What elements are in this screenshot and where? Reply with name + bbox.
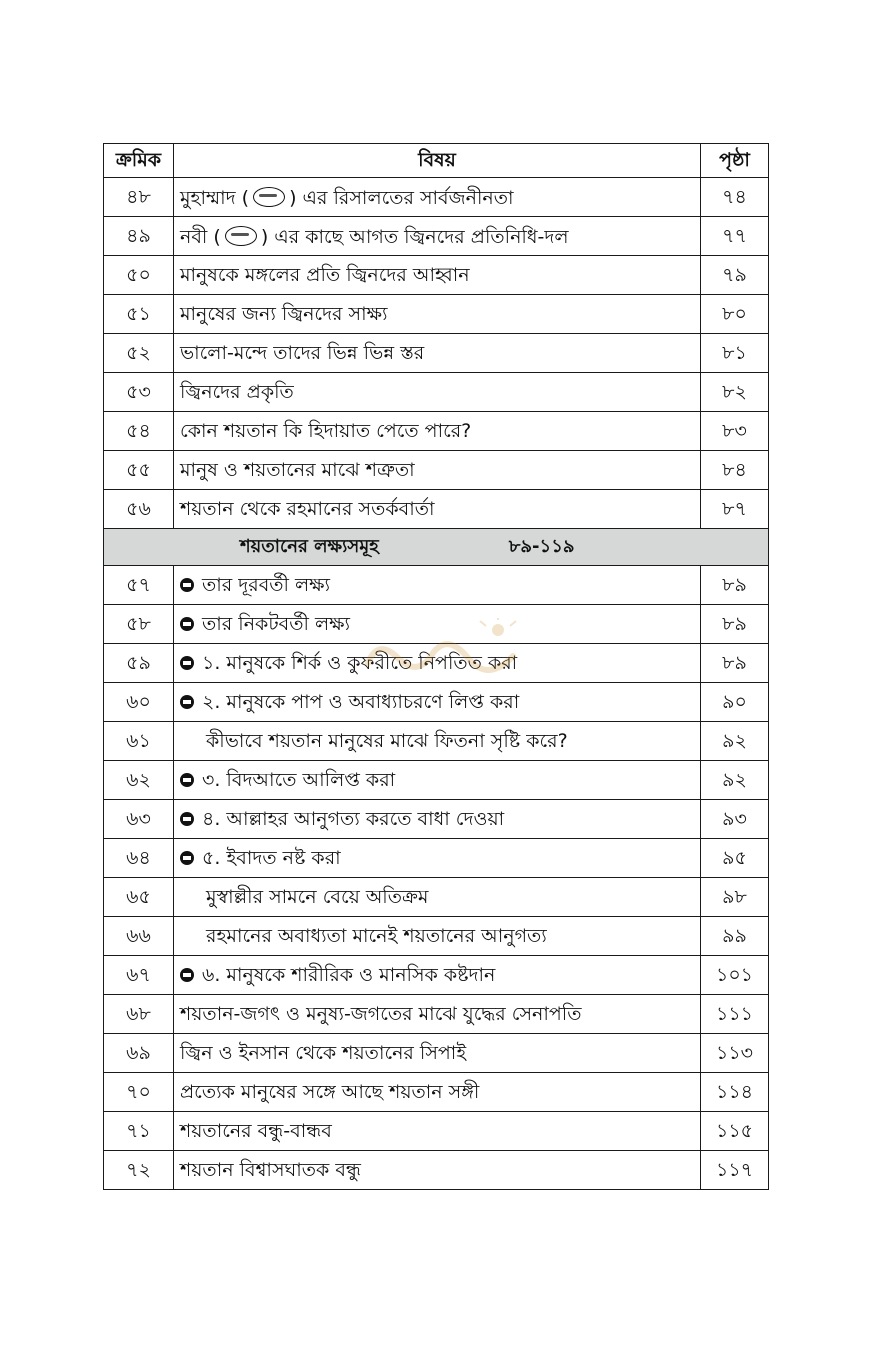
topic-cell bbox=[174, 761, 701, 800]
table-row bbox=[104, 256, 769, 295]
topic-cell bbox=[174, 1112, 701, 1151]
arrow-circle-icon bbox=[180, 812, 194, 826]
serial-cell: ৪৮ bbox=[104, 178, 174, 217]
topic-cell bbox=[174, 256, 701, 295]
topic-cell bbox=[174, 490, 701, 529]
topic-cell bbox=[174, 451, 701, 490]
page-cell: ৯৫ bbox=[701, 839, 769, 878]
arrow-circle-icon bbox=[180, 851, 194, 865]
topic-text: ভালো-মন্দে তাদের ভিন্ন ভিন্ন স্তর bbox=[180, 341, 425, 364]
page-cell: ১১৫ bbox=[701, 1112, 769, 1151]
serial-cell: ৫২ bbox=[104, 334, 174, 373]
topic-text: ) এর কাছে আগত জ্বিনদের প্রতিনিধি-দল bbox=[260, 225, 569, 248]
topic-cell bbox=[174, 295, 701, 334]
table-row bbox=[104, 178, 769, 217]
topic-text: মুহাম্মাদ ( bbox=[180, 186, 250, 209]
serial-cell: ৫১ bbox=[104, 295, 174, 334]
serial-cell: ৬৭ bbox=[104, 956, 174, 995]
topic-cell bbox=[174, 995, 701, 1034]
page-cell: ৮০ bbox=[701, 295, 769, 334]
serial-cell: ৫৯ bbox=[104, 644, 174, 683]
serial-cell: ৪৯ bbox=[104, 217, 174, 256]
table-row bbox=[104, 917, 769, 956]
topic-cell bbox=[174, 956, 701, 995]
serial-cell: ৬৮ bbox=[104, 995, 174, 1034]
topic-cell bbox=[174, 917, 701, 956]
table-row bbox=[104, 334, 769, 373]
table-row bbox=[104, 1034, 769, 1073]
page-cell: ৮৭ bbox=[701, 490, 769, 529]
table-row bbox=[104, 566, 769, 605]
table-row bbox=[104, 839, 769, 878]
page-cell: ৮৯ bbox=[701, 566, 769, 605]
section-heading bbox=[104, 538, 768, 556]
topic-cell bbox=[174, 605, 701, 644]
table-row bbox=[104, 295, 769, 334]
topic-text: শয়তান বিশ্বাসঘাতক বন্ধু bbox=[180, 1158, 361, 1181]
serial-cell: ৬১ bbox=[104, 722, 174, 761]
contents-table bbox=[103, 143, 769, 1190]
table-row bbox=[104, 761, 769, 800]
topic-cell bbox=[174, 373, 701, 412]
table-row bbox=[104, 683, 769, 722]
table-row bbox=[104, 878, 769, 917]
serial-cell: ৬৬ bbox=[104, 917, 174, 956]
arrow-circle-icon bbox=[180, 773, 194, 787]
section-title: শয়তানের লক্ষ্যসমূহ bbox=[240, 536, 379, 557]
page-cell: ৯০ bbox=[701, 683, 769, 722]
table-row bbox=[104, 1151, 769, 1190]
arrow-circle-icon bbox=[180, 656, 194, 670]
topic-cell bbox=[174, 1151, 701, 1190]
serial-cell: ৭২ bbox=[104, 1151, 174, 1190]
topic-text: কোন শয়তান কি হিদায়াত পেতে পারে? bbox=[180, 419, 472, 442]
table-row bbox=[104, 995, 769, 1034]
topic-text: ৪. আল্লাহর আনুগত্য করতে বাধা দেওয়া bbox=[202, 807, 505, 830]
page-cell: ৯৯ bbox=[701, 917, 769, 956]
page-cell: ৯৩ bbox=[701, 800, 769, 839]
salutation-seal-icon bbox=[253, 187, 285, 207]
section-row bbox=[104, 529, 769, 566]
topic-cell bbox=[174, 1034, 701, 1073]
topic-text: তার দূরবর্তী লক্ষ্য bbox=[202, 573, 331, 596]
topic-text: জ্বিন ও ইনসান থেকে শয়তানের সিপাই bbox=[180, 1041, 467, 1064]
topic-text: নবী ( bbox=[180, 225, 221, 248]
serial-header: ক্রমিক bbox=[104, 144, 174, 178]
topic-text: মুস্বাল্লীর সামনে বেয়ে অতিক্রম bbox=[206, 885, 429, 908]
topic-cell bbox=[174, 800, 701, 839]
topic-cell bbox=[174, 644, 701, 683]
page-cell: ৭৪ bbox=[701, 178, 769, 217]
serial-cell: ৫৫ bbox=[104, 451, 174, 490]
page-cell: ৭৯ bbox=[701, 256, 769, 295]
page-cell: ৯৮ bbox=[701, 878, 769, 917]
serial-cell: ৫৮ bbox=[104, 605, 174, 644]
topic-text: শয়তান থেকে রহমানের সতর্কবার্তা bbox=[180, 497, 435, 520]
page-header: পৃষ্ঠা bbox=[701, 144, 769, 178]
arrow-circle-icon bbox=[180, 968, 194, 982]
topic-cell bbox=[174, 412, 701, 451]
serial-cell: ৫০ bbox=[104, 256, 174, 295]
topic-text: তার নিকটবর্তী লক্ষ্য bbox=[202, 612, 351, 635]
page-cell: ১১১ bbox=[701, 995, 769, 1034]
section-cell bbox=[104, 529, 769, 566]
topic-cell bbox=[174, 683, 701, 722]
table-row bbox=[104, 412, 769, 451]
table-row bbox=[104, 605, 769, 644]
topic-text: জ্বিনদের প্রকৃতি bbox=[180, 380, 294, 403]
page-cell: ৮৪ bbox=[701, 451, 769, 490]
table-row bbox=[104, 373, 769, 412]
page-cell: ৮২ bbox=[701, 373, 769, 412]
arrow-circle-icon bbox=[180, 617, 194, 631]
page-cell: ১১৪ bbox=[701, 1073, 769, 1112]
topic-text: শয়তানের বন্ধু-বান্ধব bbox=[180, 1119, 332, 1142]
page-cell: ৯২ bbox=[701, 761, 769, 800]
page-cell: ৭৭ bbox=[701, 217, 769, 256]
table-row bbox=[104, 644, 769, 683]
topic-text: ) এর রিসালতের সার্বজনীনতা bbox=[289, 186, 514, 209]
serial-cell: ৬৯ bbox=[104, 1034, 174, 1073]
serial-cell: ৬০ bbox=[104, 683, 174, 722]
page-cell: ৯২ bbox=[701, 722, 769, 761]
table-row bbox=[104, 217, 769, 256]
page-cell: ৮৩ bbox=[701, 412, 769, 451]
topic-cell bbox=[174, 178, 701, 217]
salutation-seal-icon bbox=[225, 226, 257, 246]
topic-cell bbox=[174, 878, 701, 917]
header-row bbox=[104, 144, 769, 178]
page-cell: ৮৯ bbox=[701, 605, 769, 644]
serial-cell: ৬৫ bbox=[104, 878, 174, 917]
page-cell: ৮৯ bbox=[701, 644, 769, 683]
table-row bbox=[104, 451, 769, 490]
serial-cell: ৬৩ bbox=[104, 800, 174, 839]
topic-header: বিষয় bbox=[174, 144, 701, 178]
topic-cell bbox=[174, 334, 701, 373]
arrow-circle-icon bbox=[180, 695, 194, 709]
topic-cell bbox=[174, 1073, 701, 1112]
topic-text: শয়তান-জগৎ ও মনুষ্য-জগতের মাঝে যুদ্ধের সেনাপতি bbox=[180, 1002, 582, 1025]
table-row bbox=[104, 490, 769, 529]
topic-text: ৫. ইবাদত নষ্ট করা bbox=[202, 846, 341, 869]
topic-text: মানুষকে মঙ্গলের প্রতি জ্বিনদের আহ্বান bbox=[180, 263, 470, 286]
topic-text: কীভাবে শয়তান মানুষের মাঝে ফিতনা সৃষ্টি করে? bbox=[206, 729, 568, 752]
topic-text: ২. মানুষকে পাপ ও অবাধ্যাচরণে লিপ্ত করা bbox=[202, 690, 520, 713]
serial-cell: ৭০ bbox=[104, 1073, 174, 1112]
serial-cell: ৫৭ bbox=[104, 566, 174, 605]
page-cell: ১১৩ bbox=[701, 1034, 769, 1073]
serial-cell: ৫৬ bbox=[104, 490, 174, 529]
topic-cell bbox=[174, 722, 701, 761]
topic-text: ৩. বিদআতে আলিপ্ত করা bbox=[202, 768, 396, 791]
arrow-circle-icon bbox=[180, 578, 194, 592]
topic-cell bbox=[174, 839, 701, 878]
table-row bbox=[104, 1073, 769, 1112]
topic-text: প্রত্যেক মানুষের সঙ্গে আছে শয়তান সঙ্গী bbox=[180, 1080, 480, 1103]
page-cell: ১০১ bbox=[701, 956, 769, 995]
serial-cell: ৫৩ bbox=[104, 373, 174, 412]
table-row bbox=[104, 956, 769, 995]
topic-text: রহমানের অবাধ্যতা মানেই শয়তানের আনুগত্য bbox=[206, 924, 547, 947]
page-cell: ১১৭ bbox=[701, 1151, 769, 1190]
serial-cell: ৬৪ bbox=[104, 839, 174, 878]
table-row bbox=[104, 722, 769, 761]
serial-cell: ৫৪ bbox=[104, 412, 174, 451]
topic-text: ৬. মানুষকে শারীরিক ও মানসিক কষ্টদান bbox=[202, 963, 496, 986]
serial-cell: ৭১ bbox=[104, 1112, 174, 1151]
topic-text: মানুষের জন্য জ্বিনদের সাক্ষ্য bbox=[180, 302, 388, 325]
table-row bbox=[104, 800, 769, 839]
section-page-range: ৮৯-১১৯ bbox=[508, 536, 575, 557]
page-cell: ৮১ bbox=[701, 334, 769, 373]
topic-text: ১. মানুষকে শির্ক ও কুফরীতে নিপতিত করা bbox=[202, 651, 518, 674]
topic-text: মানুষ ও শয়তানের মাঝে শত্রুতা bbox=[180, 458, 415, 481]
topic-cell bbox=[174, 566, 701, 605]
table-row bbox=[104, 1112, 769, 1151]
topic-cell bbox=[174, 217, 701, 256]
serial-cell: ৬২ bbox=[104, 761, 174, 800]
